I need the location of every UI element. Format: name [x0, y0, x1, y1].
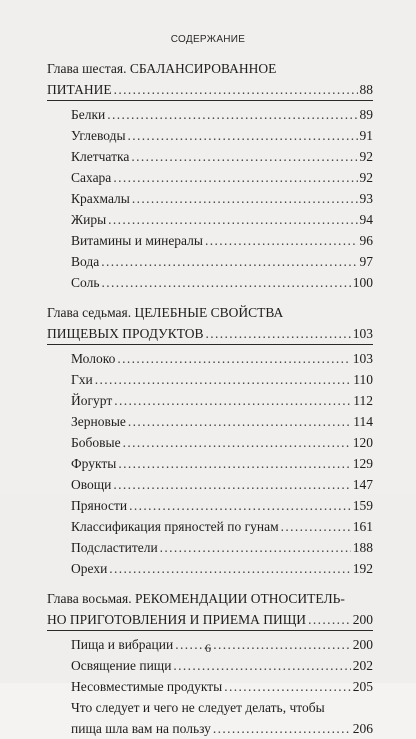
chapter-8-page: 200: [352, 612, 373, 627]
leader-dots: [132, 188, 358, 209]
toc-entry-page: 96: [359, 233, 373, 248]
chapter-6: [47, 58, 373, 293]
toc-entry-page: 200: [352, 637, 373, 652]
toc-entry-page: 89: [359, 107, 373, 122]
toc-entry-label: Сахара: [71, 170, 112, 185]
toc-entry: [71, 272, 373, 293]
leader-dots: [113, 474, 350, 495]
toc-entry-label: Вода: [71, 254, 100, 269]
chapter-6-entries: [47, 104, 373, 293]
toc-entry: [71, 516, 373, 537]
toc-entry-multiline: [71, 697, 373, 739]
toc-entry-label: Гхи: [71, 372, 93, 387]
toc-entry: [71, 348, 373, 369]
toc-entry-page: 161: [352, 519, 373, 534]
chapter-6-title-row: [47, 79, 373, 100]
toc-entry: [71, 453, 373, 474]
toc-entry: [71, 432, 373, 453]
chapter-7-entries: [47, 348, 373, 579]
toc-entry: [71, 251, 373, 272]
chapter-7-title-row: [47, 323, 373, 344]
chapter-rule: [47, 630, 373, 631]
toc-entry: [71, 676, 373, 697]
toc-entry-page: 93: [359, 191, 373, 206]
leader-dots: [281, 516, 351, 537]
toc-entry-page: 112: [353, 393, 373, 408]
toc-entry-label: Молоко: [71, 351, 116, 366]
page-header: СОДЕРЖАНИЕ: [170, 34, 246, 45]
toc-entry-label: Освящение пищи: [71, 658, 172, 673]
toc-entry-page: 206: [352, 721, 373, 736]
leader-dots: [205, 230, 358, 251]
toc-entry-label: Классификация пряностей по гунам: [71, 519, 279, 534]
chapter-7-page: 103: [352, 326, 373, 341]
toc-entry: [71, 411, 373, 432]
page-number: 6: [205, 641, 211, 655]
toc-entry-label: Фрукты: [71, 456, 117, 471]
toc-entry-label: Йогурт: [71, 393, 113, 408]
toc-entry: [71, 209, 373, 230]
chapter-8-title-line2: НО ПРИГОТОВЛЕНИЯ И ПРИЕМА ПИЩИ: [47, 612, 307, 627]
toc-entry-page: 92: [359, 170, 373, 185]
toc-entry-label: Пряности: [71, 498, 128, 513]
toc-entry-page: 92: [359, 149, 373, 164]
chapter-spacer: [47, 293, 373, 302]
leader-dots: [114, 79, 358, 100]
leader-dots: [109, 558, 350, 579]
leader-dots: [128, 125, 358, 146]
toc-entry-page: 103: [352, 351, 373, 366]
leader-dots: [117, 348, 350, 369]
toc-entry-page: 147: [352, 477, 373, 492]
leader-dots: [131, 146, 357, 167]
chapter-8-title-line1: Глава восьмая. РЕКОМЕНДАЦИИ ОТНОСИТЕЛЬ-: [47, 591, 345, 606]
leader-dots: [95, 369, 351, 390]
toc-entry: [71, 495, 373, 516]
leader-dots: [173, 655, 350, 676]
leader-dots: [206, 323, 351, 344]
chapter-6-page: 88: [359, 82, 373, 97]
toc-entry-label: Орехи: [71, 561, 108, 576]
toc-entry: [71, 655, 373, 676]
toc-entry-page: 94: [359, 212, 373, 227]
chapter-7-title-line2: ПИЩЕВЫХ ПРОДУКТОВ: [47, 326, 204, 341]
toc-entry-label: Клетчатка: [71, 149, 130, 164]
leader-dots: [118, 453, 350, 474]
leader-dots: [108, 209, 357, 230]
chapter-8-title-row: [47, 609, 373, 630]
toc-entry-label: Витамины и минералы: [71, 233, 203, 248]
toc-entry-page: 202: [352, 658, 373, 673]
toc-entry-page: 114: [353, 414, 373, 429]
chapter-spacer: [47, 579, 373, 588]
toc-entry: [71, 369, 373, 390]
toc-entry-page: 129: [352, 456, 373, 471]
toc-entry-label: Зерновые: [71, 414, 126, 429]
toc-entry-page: 100: [352, 275, 373, 290]
chapter-rule: [47, 100, 373, 101]
leader-dots: [224, 676, 351, 697]
toc-entry-label: Несовместимые продукты: [71, 679, 223, 694]
toc-entry-label: Белки: [71, 107, 106, 122]
toc-entry-label: Крахмалы: [71, 191, 130, 206]
leader-dots: [101, 272, 350, 293]
leader-dots: [107, 104, 357, 125]
toc-entry: [71, 188, 373, 209]
chapter-7: [47, 302, 373, 579]
chapter-7-title-line1: Глава седьмая. ЦЕЛЕБНЫЕ СВОЙСТВА: [47, 305, 284, 320]
toc-entry-label: Жиры: [71, 212, 107, 227]
chapter-6-title-line1: Глава шестая. СБАЛАНСИРОВАННОЕ: [47, 61, 277, 76]
toc-entry-label: Бобовые: [71, 435, 121, 450]
toc-entry-label: Соль: [71, 275, 100, 290]
leader-dots: [101, 251, 357, 272]
toc-entry: [71, 167, 373, 188]
toc-entry-page: 159: [352, 498, 373, 513]
toc-entry-page: 120: [352, 435, 373, 450]
leader-dots: [213, 718, 351, 739]
toc-entry: [71, 718, 373, 739]
toc-entry-page: 205: [352, 679, 373, 694]
toc-entry: [71, 104, 373, 125]
toc-entry: [71, 390, 373, 411]
toc-entry-page: 188: [352, 540, 373, 555]
toc-entry: [71, 230, 373, 251]
chapter-6-title-line2: ПИТАНИЕ: [47, 82, 112, 97]
toc-entry: [71, 558, 373, 579]
leader-dots: [128, 411, 351, 432]
toc-entry-label-line1: Что следует и чего не следует делать, чтобы: [71, 700, 325, 715]
leader-dots: [129, 495, 351, 516]
leader-dots: [113, 167, 357, 188]
leader-dots: [308, 609, 351, 630]
toc-entry: [71, 125, 373, 146]
toc-entry: [71, 474, 373, 495]
toc-entry-label: Пища и вибрации: [71, 637, 174, 652]
chapter-rule: [47, 344, 373, 345]
toc-entry-label: пища шла вам на пользу: [71, 721, 211, 736]
toc-entry-label: Углеводы: [71, 128, 126, 143]
toc-entry-page: 97: [359, 254, 373, 269]
chapter-8: [47, 588, 373, 739]
table-of-contents: [47, 58, 373, 739]
toc-entry-page: 192: [352, 561, 373, 576]
toc-entry: [71, 537, 373, 558]
toc-entry-label: Подсластители: [71, 540, 158, 555]
leader-dots: [114, 390, 351, 411]
leader-dots: [123, 432, 351, 453]
toc-entry: [71, 146, 373, 167]
toc-entry-page: 110: [353, 372, 373, 387]
leader-dots: [160, 537, 351, 558]
toc-entry-page: 91: [359, 128, 373, 143]
toc-entry-label: Овощи: [71, 477, 112, 492]
